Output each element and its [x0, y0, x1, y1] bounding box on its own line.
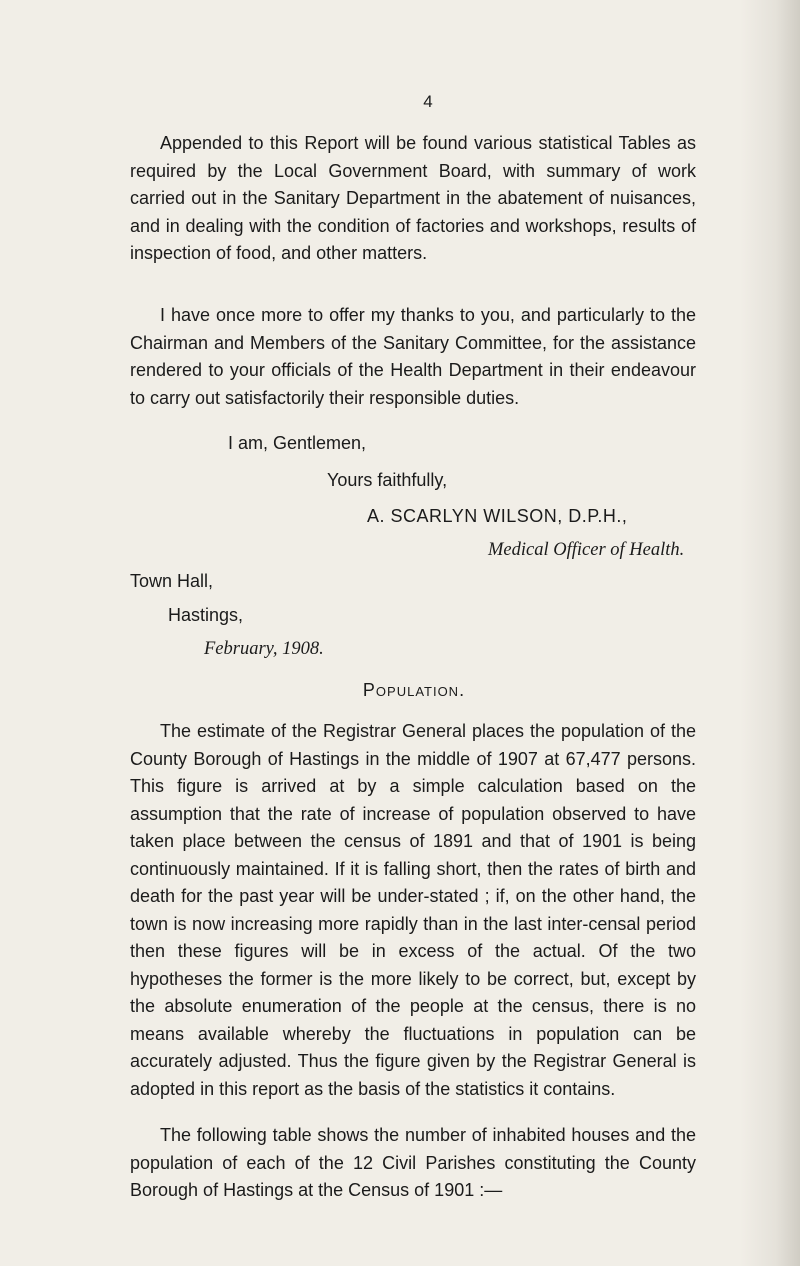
section-heading-population: Population.: [362, 680, 466, 700]
closing-salutation: I am, Gentlemen,: [228, 433, 367, 453]
address-line-hastings: Hastings,: [168, 605, 244, 625]
signature-title: Medical Officer of Health.: [488, 540, 685, 560]
paragraph-population-estimate: The estimate of the Registrar General places the population of the County Borough of Hastings in the middle of 1907 at 67,477 persons. This figure is arrived at by a simple calculation based on the assumption that the rate of increase of population observed to have taken place between the census of 1891 and that of 1901 is being continuously maintained. If it is falling short, then the rates of birth and death for the past year will be under-stated ; if, on the other hand, the town is now increasing more rapidly than in the last inter-censal period then these figures will be in excess of the actual. Of the two hypotheses the former is the more likely to be correct, but, except by the absolute enumeration of the people at the census, there is no means available whereby the fluctuations in population can be accurately adjusted. Thus the figure given by the Registrar General is adopted in this report as the basis of the statistics it contains.: [130, 721, 696, 1099]
page-edge-shadow: [740, 0, 800, 1266]
address-line-town-hall: Town Hall,: [130, 571, 214, 591]
closing-valediction: Yours faithfully,: [327, 470, 448, 490]
signature-name: A. SCARLYN WILSON, D.P.H.,: [367, 506, 628, 526]
paragraph-table-intro: The following table shows the number of inhabited houses and the population of each of the 12 Civil Parishes constituting the County Borough of Hastings at the Census of 1901 :—: [130, 1125, 696, 1200]
paragraph-thanks: I have once more to offer my thanks to you, and particularly to the Chairman and Members of the Sanitary Committee, for the assistance rendered to your officials of the Health Department in their endeavour to carry out satisfactorily their responsible duties.: [130, 305, 696, 408]
page-number: 4: [423, 92, 433, 111]
letter-date: February, 1908.: [204, 639, 324, 659]
paragraph-appended-tables: Appended to this Report will be found various statistical Tables as required by the Local Government Board, with summary of work carried out in the Sanitary Department in the abatement of nuisances, and in dealing with the condition of factories and workshops, results of inspection of food, and other matters.: [130, 133, 696, 263]
